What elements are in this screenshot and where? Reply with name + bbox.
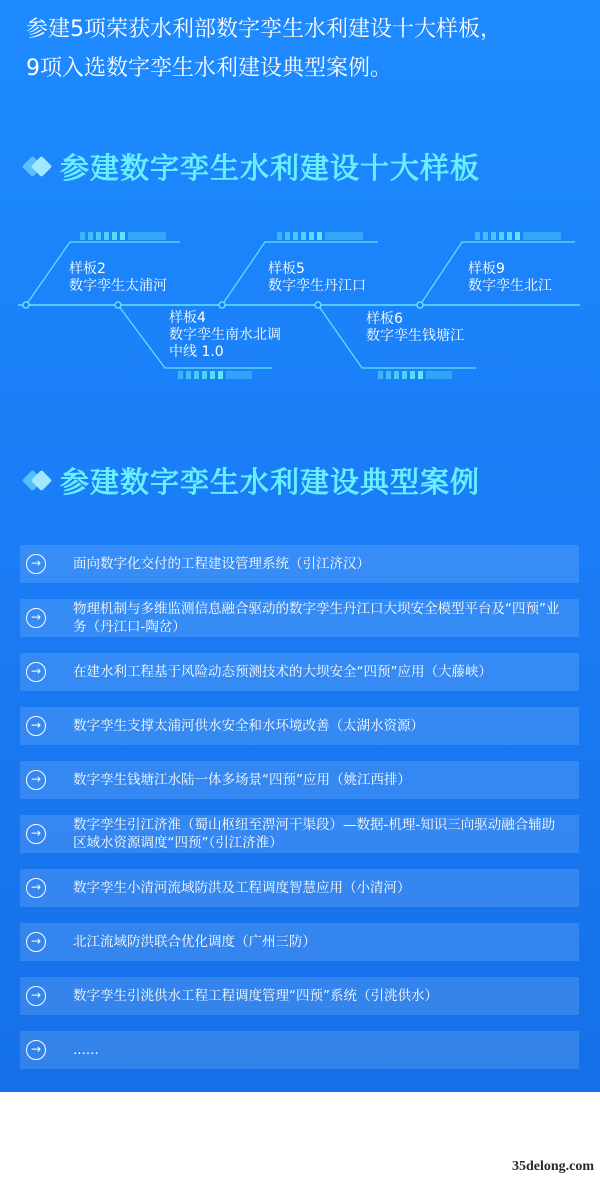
milestone-id: 样板2 — [69, 261, 106, 277]
milestone-name: 数字孪生南水北调 — [169, 327, 281, 343]
milestone-sample-4 — [169, 310, 281, 361]
intro-text — [26, 10, 586, 88]
intro-line-1: 参建5项荣获水利部数字孪生水利建设十大样板， — [26, 17, 502, 42]
arrow-circle-icon: → — [26, 824, 46, 844]
milestone-id: 样板6 — [366, 311, 403, 327]
milestone-sample-6 — [366, 311, 464, 345]
arrow-circle-icon: → — [26, 878, 46, 898]
arrow-circle-icon: → — [26, 1040, 46, 1060]
arrow-circle-icon: → — [26, 716, 46, 736]
samples-timeline — [0, 220, 600, 390]
arrow-circle-icon: → — [26, 986, 46, 1006]
list-item — [20, 1031, 579, 1069]
section-heading-cases — [22, 460, 480, 501]
milestone-name: 数字孪生北江 — [468, 278, 552, 294]
case-text: 物理机制与多维监测信息融合驱动的数字孪生丹江口大坝安全模型平台及“四预”业务（丹江口-陶岔） — [73, 601, 560, 635]
list-item — [20, 653, 579, 691]
arrow-circle-icon: → — [26, 932, 46, 952]
arrow-circle-icon: → — [26, 554, 46, 574]
case-text: 面向数字化交付的工程建设管理系统（引江济汉） — [73, 556, 370, 572]
stripe-decoration — [178, 371, 252, 379]
milestone-name: 数字孪生太浦河 — [69, 278, 167, 294]
milestone-id: 样板5 — [268, 261, 305, 277]
milestone-id: 样板9 — [468, 261, 505, 277]
timeline-node — [219, 302, 225, 308]
milestone-name: 数字孪生钱塘江 — [366, 328, 464, 344]
stripe-decoration — [475, 232, 561, 240]
list-item — [20, 977, 579, 1015]
timeline-lines — [0, 220, 600, 390]
list-item — [20, 869, 579, 907]
footer — [0, 1092, 600, 1181]
section-title: 参建数字孪生水利建设典型案例 — [60, 465, 481, 499]
case-text: ...... — [73, 1042, 99, 1058]
diamond-icon — [22, 466, 52, 496]
list-item — [20, 815, 579, 853]
stripe-decoration — [277, 232, 363, 240]
section-heading-samples — [22, 146, 480, 187]
case-text: 在建水利工程基于风险动态预测技术的大坝安全“四预”应用（大藤峡） — [73, 664, 492, 680]
list-item — [20, 599, 579, 637]
case-text: 数字孪生引洮供水工程工程调度管理“四预”系统（引洮供水） — [73, 988, 438, 1004]
milestone-sample-9 — [468, 261, 552, 295]
timeline-node — [115, 302, 121, 308]
timeline-node — [417, 302, 423, 308]
arrow-circle-icon: → — [26, 770, 46, 790]
watermark: 35delong.com — [511, 1159, 594, 1174]
milestone-name: 数字孪生丹江口 — [268, 278, 366, 294]
milestone-sample-5 — [268, 261, 366, 295]
case-text: 数字孪生支撑太浦河供水安全和水环境改善（太湖水资源） — [73, 718, 424, 734]
list-item — [20, 707, 579, 745]
milestone-id: 样板4 — [169, 310, 206, 326]
intro-line-2: 9项入选数字孪生水利建设典型案例。 — [26, 56, 392, 81]
milestone-sample-2 — [69, 261, 167, 295]
diamond-icon — [22, 152, 52, 182]
arrow-circle-icon: → — [26, 662, 46, 682]
timeline-node — [23, 302, 29, 308]
stripe-decoration — [80, 232, 166, 240]
case-text: 数字孪生钱塘江水陆一体多场景“四预”应用（姚江西排） — [73, 772, 411, 788]
section-title: 参建数字孪生水利建设十大样板 — [60, 151, 481, 185]
list-item — [20, 761, 579, 799]
stripe-decoration — [378, 371, 452, 379]
list-item — [20, 923, 579, 961]
case-text: 数字孪生引江济淮（蜀山枢纽至淠河干渠段）—数据-机理-知识三向驱动融合辅助区域水资源调度“四预”（引江济淮） — [73, 817, 556, 851]
list-item — [20, 545, 579, 583]
milestone-name-line-2: 中线 1.0 — [169, 344, 224, 360]
arrow-circle-icon: → — [26, 608, 46, 628]
case-text: 数字孪生小清河流域防洪及工程调度智慧应用（小清河） — [73, 880, 411, 896]
timeline-node — [315, 302, 321, 308]
case-text: 北江流域防洪联合优化调度（广州三防） — [73, 934, 316, 950]
